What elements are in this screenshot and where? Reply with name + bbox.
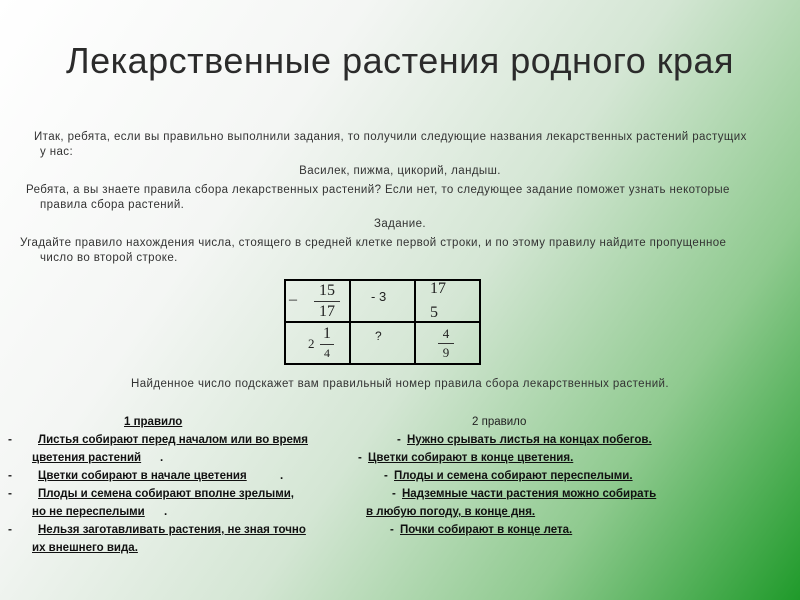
fraction xyxy=(314,282,340,321)
grid-cell-r1c2: - 3 xyxy=(350,280,415,322)
denominator: 17 xyxy=(319,303,335,320)
intro-line-2: у нас: xyxy=(40,146,74,158)
task-line-2: число во второй строке. xyxy=(40,252,178,264)
rule1-item: но не переспелыми xyxy=(32,506,145,518)
rule1-item: Цветки собирают в начале цветения xyxy=(38,470,247,482)
rule1-item: цветения растений xyxy=(32,452,142,464)
fraction xyxy=(438,326,454,361)
numerator: 4 xyxy=(442,326,450,341)
rule1-item: их внешнего вида. xyxy=(32,542,138,554)
rule2-item: Плоды и семена собирают переспелыми. xyxy=(394,470,633,482)
grid-cell-r1c1 xyxy=(285,280,350,322)
question-line-1: Ребята, а вы знаете правила сбора лекарственных растений? Если нет, то следующее задание поможет узнать некоторые xyxy=(26,184,730,196)
rule2-item: Надземные части растения можно собирать xyxy=(402,488,657,500)
grid-cell-r2c3 xyxy=(415,322,480,364)
rule1-heading: 1 правило xyxy=(124,416,183,428)
rule2-item: Нужно срывать листья на концах побегов. xyxy=(407,434,652,446)
grid-cell-r1c3 xyxy=(415,280,480,322)
rule1-item: Листья собирают перед началом или во время xyxy=(38,434,308,446)
value-bottom: 5 xyxy=(430,304,438,321)
rule2-item: Почки собирают в конце лета. xyxy=(400,524,573,536)
task-heading: Задание. xyxy=(373,218,426,230)
rule2-item: в любую погоду, в конце дня. xyxy=(366,506,536,518)
numerator: 15 xyxy=(319,282,335,299)
missing-value: ? xyxy=(375,329,382,343)
grid-cell-r2c2 xyxy=(350,322,415,364)
denominator: 9 xyxy=(442,345,450,360)
rule1-item: Плоды и семена собирают вполне зрелыми, xyxy=(38,488,294,500)
fraction xyxy=(320,325,334,362)
intro-line-1: Итак, ребята, если вы правильно выполнили задания, то получили следующие названия лекарственных растений растущих xyxy=(34,131,747,143)
number-grid xyxy=(284,279,481,365)
rule2-item: Цветки собирают в конце цветения. xyxy=(368,452,574,464)
rule1-item: Нельзя заготавливать растения, не зная точно xyxy=(38,524,306,536)
plants-list: Василек, пижма, цикорий, ландыш. xyxy=(299,165,501,177)
numerator: 1 xyxy=(323,325,331,342)
denominator: 4 xyxy=(324,346,330,360)
task-line-1: Угадайте правило нахождения числа, стоящего в средней клетке первой строки, и по этому правилу найдите пропущенное xyxy=(20,237,727,249)
whole-part: 2 xyxy=(308,336,315,351)
grid-cell-r2c1 xyxy=(285,322,350,364)
value-top: 17 xyxy=(430,280,446,297)
minus-sign: – xyxy=(289,291,297,308)
page-title: Лекарственные растения родного края xyxy=(65,40,735,81)
question-line-2: правила сбора растений. xyxy=(40,199,185,211)
rule2-heading: 2 правило xyxy=(472,416,527,428)
hint-text: Найденное число подскажет вам правильный номер правила сбора лекарственных растений. xyxy=(131,378,669,390)
